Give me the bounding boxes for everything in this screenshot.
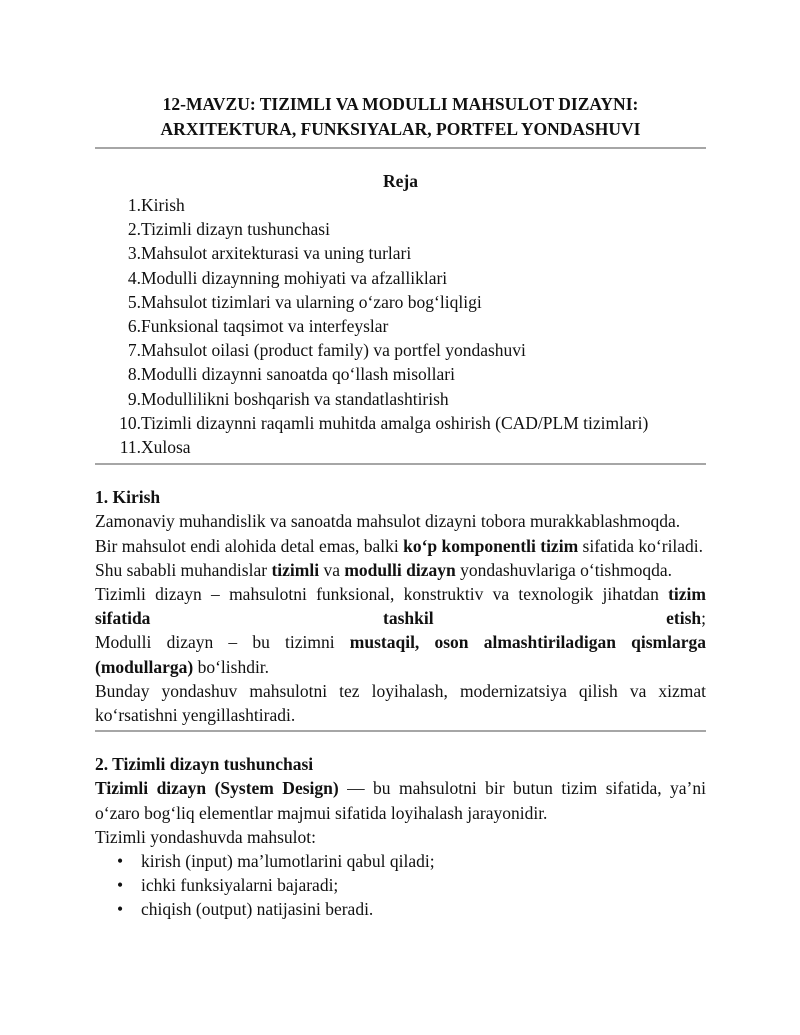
section-1-paragraph-4: Tizimli dizayn – mahsulotni funksional, konstruktiv va texnologik jihatdan tizim sifatida tashkil etish; [95, 584, 707, 629]
plan-item-text: Tizimli dizayn tushunchasi [141, 219, 330, 240]
plan-item-number: 8. [127, 364, 141, 385]
plan-item-number: 1. [127, 195, 141, 215]
title-divider [95, 147, 706, 149]
plan-item-text: Modulli dizaynni sanoatda qo‘llash misollari [141, 364, 455, 385]
plan-item-text: Xulosa [141, 437, 191, 458]
plan-item-number: 5. [127, 291, 141, 312]
plan-item-number: 6. [127, 316, 141, 337]
plan-item-number: 4. [127, 267, 141, 288]
plan-divider [95, 463, 706, 465]
section-1-paragraph-3: Shu sababli muhandislar tizimli va modulli dizayn yondashuvlariga o‘tishmoqda. [95, 559, 672, 580]
plan-item [95, 362, 706, 386]
plan-item [95, 435, 706, 459]
section-1-paragraph-5: Modulli dizayn – bu tizimni mustaqil, oson almashtiriladigan qismlarga (modullarga) bo‘lishdir. [95, 632, 706, 677]
plan-item-text: Modulli dizaynning mohiyati va afzalliklari [141, 267, 448, 288]
plan-item [95, 266, 706, 290]
plan-item-text: Mahsulot oilasi (product family) va portfel yondashuvi [141, 340, 526, 361]
plan-list [95, 193, 706, 463]
plan-heading: Reja [383, 171, 418, 191]
plan-item-number: 7. [127, 340, 141, 361]
plan-item [95, 217, 706, 241]
section-2-paragraph-2: Tizimli yondashuvda mahsulot: [95, 826, 317, 847]
bullet-text: kirish (input) ma’lumotlarini qabul qiladi; [141, 851, 435, 872]
section-2-paragraph-1: Tizimli dizayn (System Design) — bu mahsulotni bir butun tizim sifatida, ya’ni o‘zaro bog‘liq elementlar majmui sifatida loyihalash jarayonidir. [95, 778, 706, 823]
bullet-item [95, 849, 706, 873]
bullet-symbol: • [117, 851, 124, 872]
section-1-paragraph-2: Bir mahsulot endi alohida detal emas, balki ko‘p komponentli tizim sifatida ko‘riladi. [95, 535, 704, 556]
section-2-bullet-list [95, 849, 706, 922]
plan-item [95, 241, 706, 265]
plan-item-number: 10. [119, 412, 141, 433]
bullet-symbol: • [117, 875, 124, 896]
plan-item-text: Mahsulot tizimlari va ularning o‘zaro bog‘liqligi [141, 291, 482, 312]
section-1-paragraph-6: Bunday yondashuv mahsulotni tez loyihalash, modernizatsiya qilish va xizmat ko‘rsatishni yengillashtiradi. [95, 680, 706, 726]
section-1-paragraph-1: Zamonaviy muhandislik va sanoatda mahsulot dizayni tobora murakkablashmoqda. [95, 511, 681, 532]
plan-item-number: 9. [127, 388, 141, 409]
bullet-symbol: • [117, 899, 124, 920]
bullet-item [95, 873, 706, 897]
bullet-text: ichki funksiyalarni bajaradi; [141, 875, 339, 896]
document-page [95, 92, 706, 922]
plan-item-number: 11. [119, 437, 141, 458]
plan-item [95, 314, 706, 338]
bullet-text: chiqish (output) natijasini beradi. [141, 899, 374, 920]
plan-item-number: 2. [127, 219, 141, 240]
plan-item [95, 193, 706, 217]
plan-item-text: Modullilikni boshqarish va standatlashtirish [141, 388, 449, 409]
section-2-heading: 2. Tizimli dizayn tushunchasi [95, 754, 314, 775]
plan-item [95, 411, 706, 435]
plan-item-text: Tizimli dizaynni raqamli muhitda amalga oshirish (CAD/PLM tizimlari) [141, 412, 649, 433]
bullet-item [95, 897, 706, 921]
plan-item [95, 387, 706, 411]
section-system-design [95, 752, 706, 921]
section-1-divider [95, 730, 706, 732]
section-1-heading: 1. Kirish [95, 487, 161, 508]
title-line-1: 12-MAVZU: TIZIMLI VA MODULLI MAHSULOT DIZAYNI: [162, 94, 639, 114]
section-introduction [95, 485, 706, 727]
plan-item-text: Kirish [141, 195, 185, 215]
plan-item-text: Funksional taqsimot va interfeyslar [141, 316, 389, 337]
title-line-2: ARXITEKTURA, FUNKSIYALAR, PORTFEL YONDASHUVI [160, 119, 641, 139]
plan-item-text: Mahsulot arxitekturasi va uning turlari [141, 243, 412, 264]
plan-item-number: 3. [127, 243, 141, 264]
plan-item [95, 338, 706, 362]
plan-item [95, 290, 706, 314]
document-title [95, 92, 706, 147]
